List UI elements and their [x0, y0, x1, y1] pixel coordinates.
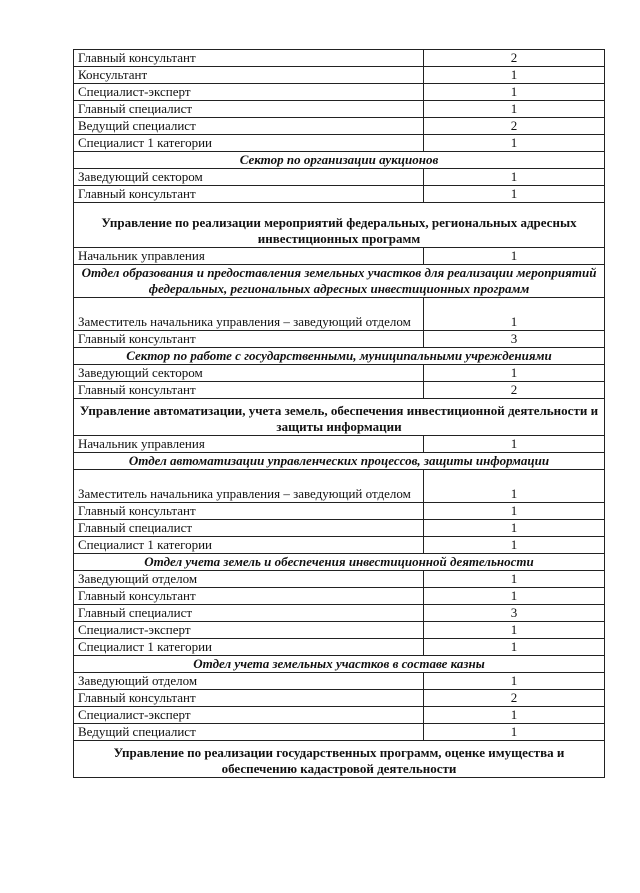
position-count: 1 — [424, 365, 605, 382]
position-count: 1 — [424, 169, 605, 186]
position-row — [74, 365, 605, 382]
position-count: 1 — [424, 622, 605, 639]
position-row — [74, 50, 605, 67]
section-title: Отдел автоматизации управленческих процессов, защиты информации — [74, 453, 605, 470]
section-title: Отдел учета земель и обеспечения инвестиционной деятельности — [74, 554, 605, 571]
position-title: Заместитель начальника управления – заведующий отделом — [74, 298, 424, 331]
section-title: Сектор по работе с государственными, муниципальными учреждениями — [74, 348, 605, 365]
position-row — [74, 470, 605, 503]
position-row — [74, 503, 605, 520]
position-title: Специалист-эксперт — [74, 707, 424, 724]
position-row — [74, 571, 605, 588]
position-row — [74, 382, 605, 399]
position-row — [74, 724, 605, 741]
position-title: Главный консультант — [74, 503, 424, 520]
position-title: Специалист 1 категории — [74, 537, 424, 554]
position-count: 1 — [424, 639, 605, 656]
position-title: Главный специалист — [74, 101, 424, 118]
position-row — [74, 101, 605, 118]
position-row — [74, 135, 605, 152]
staffing-table-body — [74, 50, 605, 778]
position-title: Заведующий отделом — [74, 673, 424, 690]
position-count: 1 — [424, 135, 605, 152]
position-title: Главный специалист — [74, 520, 424, 537]
position-count: 1 — [424, 186, 605, 203]
position-count: 1 — [424, 673, 605, 690]
position-title: Специалист-эксперт — [74, 84, 424, 101]
department-title: Управление автоматизации, учета земель, обеспечения инвестиционной деятельности и защиты информации — [74, 399, 605, 436]
position-count: 1 — [424, 67, 605, 84]
position-row — [74, 707, 605, 724]
position-count: 2 — [424, 690, 605, 707]
position-count: 2 — [424, 50, 605, 67]
position-count: 3 — [424, 605, 605, 622]
position-count: 1 — [424, 436, 605, 453]
department-title: Управление по реализации мероприятий федеральных, региональных адресных инвестиционных программ — [74, 203, 605, 248]
position-count: 1 — [424, 248, 605, 265]
position-title: Заведующий сектором — [74, 365, 424, 382]
position-count: 1 — [424, 520, 605, 537]
position-row — [74, 673, 605, 690]
department-title: Управление по реализации государственных программ, оценке имущества и обеспечению кадастровой деятельности — [74, 741, 605, 778]
section-title: Сектор по организации аукционов — [74, 152, 605, 169]
position-row — [74, 67, 605, 84]
position-row — [74, 605, 605, 622]
position-count: 1 — [424, 537, 605, 554]
position-count: 2 — [424, 118, 605, 135]
position-count: 1 — [424, 101, 605, 118]
position-row — [74, 248, 605, 265]
position-row — [74, 436, 605, 453]
position-count: 2 — [424, 382, 605, 399]
department-header-row — [74, 399, 605, 436]
position-title: Ведущий специалист — [74, 118, 424, 135]
position-row — [74, 118, 605, 135]
section-header-row — [74, 348, 605, 365]
staffing-table — [73, 49, 605, 778]
position-title: Начальник управления — [74, 248, 424, 265]
section-header-row — [74, 152, 605, 169]
position-title: Специалист 1 категории — [74, 639, 424, 656]
position-title: Заведующий отделом — [74, 571, 424, 588]
position-title: Главный консультант — [74, 690, 424, 707]
position-row — [74, 520, 605, 537]
section-header-row — [74, 265, 605, 298]
position-title: Специалист 1 категории — [74, 135, 424, 152]
position-title: Главный специалист — [74, 605, 424, 622]
position-row — [74, 588, 605, 605]
section-title: Отдел учета земельных участков в составе казны — [74, 656, 605, 673]
position-count: 1 — [424, 724, 605, 741]
department-header-row — [74, 203, 605, 248]
position-row — [74, 622, 605, 639]
department-header-row — [74, 741, 605, 778]
position-title: Главный консультант — [74, 588, 424, 605]
position-row — [74, 537, 605, 554]
section-header-row — [74, 554, 605, 571]
position-title: Главный консультант — [74, 50, 424, 67]
position-count: 1 — [424, 84, 605, 101]
position-title: Заместитель начальника управления – заведующий отделом — [74, 470, 424, 503]
position-count: 1 — [424, 470, 605, 503]
position-row — [74, 690, 605, 707]
section-header-row — [74, 453, 605, 470]
section-header-row — [74, 656, 605, 673]
position-row — [74, 186, 605, 203]
position-row — [74, 298, 605, 331]
position-count: 1 — [424, 588, 605, 605]
position-count: 1 — [424, 707, 605, 724]
position-count: 1 — [424, 571, 605, 588]
section-title: Отдел образования и предоставления земельных участков для реализации мероприятий федеральных, региональных адресных инвестиционных программ — [74, 265, 605, 298]
position-title: Главный консультант — [74, 382, 424, 399]
position-title: Главный консультант — [74, 331, 424, 348]
position-count: 3 — [424, 331, 605, 348]
position-title: Главный консультант — [74, 186, 424, 203]
position-row — [74, 639, 605, 656]
position-row — [74, 331, 605, 348]
position-row — [74, 84, 605, 101]
position-count: 1 — [424, 503, 605, 520]
position-title: Ведущий специалист — [74, 724, 424, 741]
position-row — [74, 169, 605, 186]
position-title: Заведующий сектором — [74, 169, 424, 186]
position-title: Специалист-эксперт — [74, 622, 424, 639]
position-title: Начальник управления — [74, 436, 424, 453]
position-title: Консультант — [74, 67, 424, 84]
position-count: 1 — [424, 298, 605, 331]
